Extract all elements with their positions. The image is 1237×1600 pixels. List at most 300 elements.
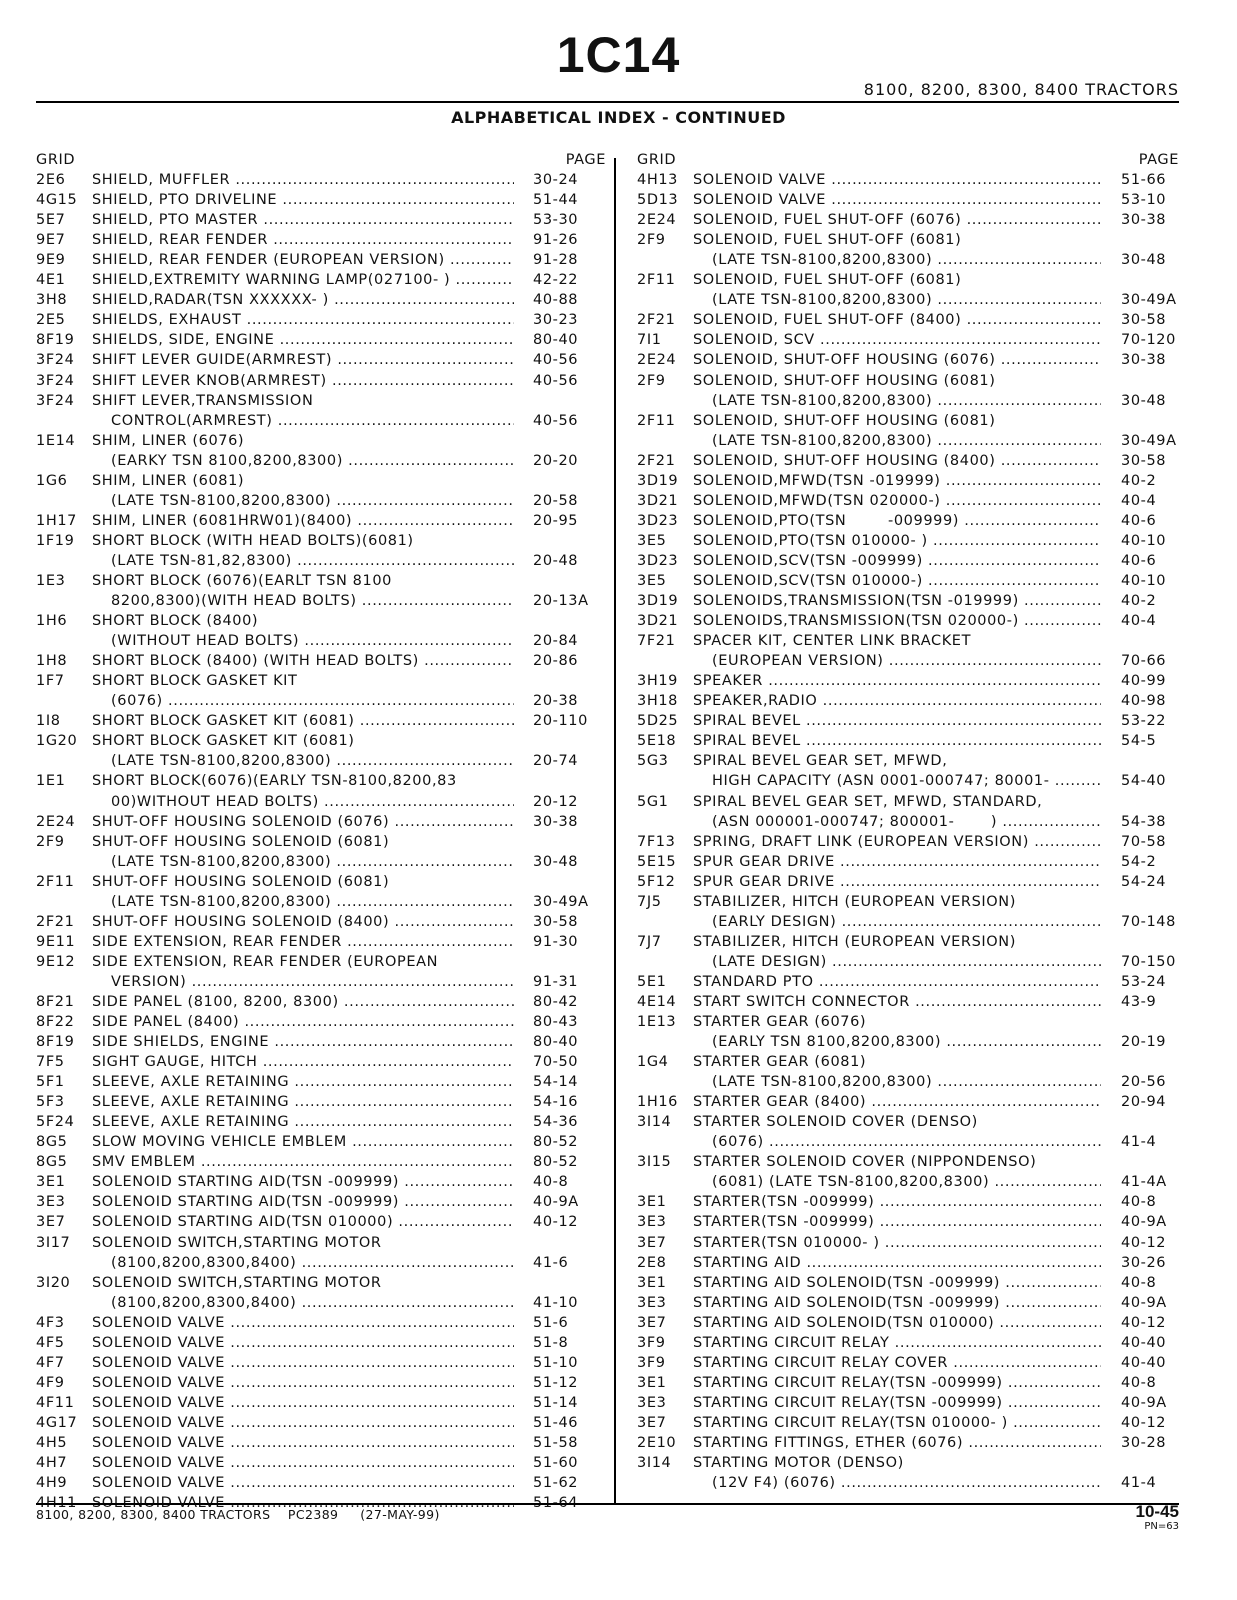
entry-description: SOLENOID,PTO(TSN -009999) ..... xyxy=(693,511,1101,531)
grid-ref: 5E1 xyxy=(637,973,667,990)
grid-ref: 7I1 xyxy=(637,332,662,349)
grid-ref: 3H18 xyxy=(637,693,678,710)
page-header: PAGE xyxy=(565,152,606,168)
index-entry xyxy=(637,511,1179,531)
index-entry xyxy=(36,651,606,671)
page-ref: 54-16 xyxy=(533,1094,579,1111)
index-entry xyxy=(36,491,606,511)
page-ref: 70-66 xyxy=(1121,653,1167,670)
index-entry xyxy=(36,731,606,751)
index-entry xyxy=(36,551,606,571)
entry-description: SOLENOID SWITCH,STARTING MOTOR xyxy=(92,1234,382,1251)
entry-description: SOLENOID,SCV(TSN 010000-) ..... xyxy=(693,571,1101,591)
grid-ref: 3D21 xyxy=(637,492,679,509)
entry-description: SIGHT GAUGE, HITCH ..... xyxy=(92,1052,514,1072)
entry-description: SOLENOID VALVE ..... xyxy=(92,1313,514,1333)
index-entry xyxy=(36,751,606,771)
index-entry xyxy=(36,1333,606,1353)
index-entry xyxy=(637,932,1179,952)
page-ref: 40-10 xyxy=(1121,572,1167,589)
entry-description: SLOW MOVING VEHICLE EMBLEM ..... xyxy=(92,1132,514,1152)
page-ref: 53-22 xyxy=(1121,713,1167,730)
entry-description: SOLENOID VALVE ..... xyxy=(92,1473,514,1493)
tractor-models-header: 8100, 8200, 8300, 8400 TRACTORS xyxy=(863,80,1179,99)
entry-description: SOLENOID,MFWD(TSN 020000-) ..... xyxy=(693,491,1101,511)
entry-description: (8100,8200,8300,8400) ..... xyxy=(111,1253,514,1273)
entry-description: (LATE TSN-8100,8200,8300) ..... xyxy=(712,1072,1101,1092)
page-ref: 40-12 xyxy=(1121,1314,1167,1331)
grid-ref: 8F19 xyxy=(36,332,75,349)
entry-description: SHIELD, MUFFLER ..... xyxy=(92,170,514,190)
page-ref: 40-2 xyxy=(1121,472,1157,489)
index-entry xyxy=(637,792,1179,812)
page-ref: 70-58 xyxy=(1121,833,1167,850)
entry-description: STARTER SOLENOID COVER (NIPPONDENSO) xyxy=(693,1154,1037,1171)
index-entry xyxy=(36,1453,606,1473)
page-ref: 30-28 xyxy=(1121,1435,1167,1451)
grid-ref: 4H5 xyxy=(36,1435,68,1451)
index-entry xyxy=(36,1293,606,1313)
grid-ref: 4H9 xyxy=(36,1475,68,1492)
grid-ref: 1H6 xyxy=(36,613,68,630)
index-entry xyxy=(36,1393,606,1413)
page-ref: 43-9 xyxy=(1121,993,1157,1010)
index-entry xyxy=(637,571,1179,591)
entry-description: SOLENOID VALVE ..... xyxy=(693,170,1101,190)
index-entry xyxy=(637,711,1179,731)
entry-description: SOLENOID SWITCH,STARTING MOTOR xyxy=(92,1274,382,1291)
entry-description: SPUR GEAR DRIVE ..... xyxy=(693,872,1101,892)
index-entry xyxy=(36,190,606,210)
page-ref: 40-88 xyxy=(533,292,579,309)
entry-description: SOLENOID,MFWD(TSN -019999) ..... xyxy=(693,471,1101,491)
entry-description: SPIRAL BEVEL ..... xyxy=(693,711,1101,731)
index-entry xyxy=(36,1313,606,1333)
entry-description: (6081) (LATE TSN-8100,8200,8300) ..... xyxy=(712,1172,1101,1192)
page-ref: 51-44 xyxy=(533,192,579,209)
grid-ref: 9E9 xyxy=(36,252,66,269)
entry-description: 8200,8300)(WITH HEAD BOLTS) ..... xyxy=(111,591,514,611)
page-ref: 40-9A xyxy=(1121,1294,1167,1311)
entry-description: SIDE SHIELDS, ENGINE ..... xyxy=(92,1032,514,1052)
grid-ref: 2E10 xyxy=(637,1435,677,1451)
index-entry xyxy=(637,771,1179,791)
page-ref: 30-58 xyxy=(533,913,579,930)
index-entry xyxy=(36,1172,606,1192)
entry-description: CONTROL(ARMREST) ..... xyxy=(111,411,514,431)
grid-ref: 7J7 xyxy=(637,933,662,950)
grid-ref: 1I8 xyxy=(36,713,61,730)
page-ref: 54-40 xyxy=(1121,773,1167,790)
grid-ref: 3D19 xyxy=(637,472,679,489)
column-divider xyxy=(614,158,616,1504)
grid-ref: 3D21 xyxy=(637,613,679,630)
grid-ref: 5F12 xyxy=(637,873,676,890)
entry-description: SHIM, LINER (6081) xyxy=(92,472,245,489)
index-entry xyxy=(36,1473,606,1493)
index-entry xyxy=(637,611,1179,631)
page-ref: 30-49A xyxy=(533,893,589,910)
page-ref: 20-19 xyxy=(1121,1034,1167,1051)
entry-description: SOLENOID, SCV ..... xyxy=(693,330,1101,350)
index-entry xyxy=(637,1453,1179,1473)
top-divider xyxy=(36,101,1179,103)
entry-description: SLEEVE, AXLE RETAINING ..... xyxy=(92,1092,514,1112)
index-entry xyxy=(637,1212,1179,1232)
index-entry xyxy=(36,350,606,370)
index-entry xyxy=(637,852,1179,872)
grid-ref: 4E14 xyxy=(637,993,677,1010)
grid-ref: 4F5 xyxy=(36,1334,65,1351)
grid-ref: 3H19 xyxy=(637,673,678,690)
page-ref: 54-2 xyxy=(1121,853,1157,870)
grid-ref: 3F24 xyxy=(36,352,75,369)
page-ref: 80-40 xyxy=(533,332,579,349)
entry-description: STARTING CIRCUIT RELAY(TSN 010000- ) ..... xyxy=(693,1413,1101,1433)
index-entry xyxy=(36,1152,606,1172)
index-entry xyxy=(637,350,1179,370)
entry-description: SHORT BLOCK (8400) (WITH HEAD BOLTS) ..... xyxy=(92,651,514,671)
index-entry xyxy=(637,1233,1179,1253)
entry-description: SHORT BLOCK (6076)(EARLT TSN 8100 xyxy=(92,572,392,589)
page-ref: 30-26 xyxy=(1121,1254,1167,1271)
entry-description: SOLENOIDS,TRANSMISSION(TSN -019999) ..... xyxy=(693,591,1101,611)
entry-description: STARTING CIRCUIT RELAY(TSN -009999) ..... xyxy=(693,1393,1101,1413)
index-entry xyxy=(637,431,1179,451)
page-ref: 20-20 xyxy=(533,452,579,469)
grid-ref: 3I15 xyxy=(637,1154,672,1171)
grid-ref: 3E1 xyxy=(637,1274,667,1291)
index-entry xyxy=(36,270,606,290)
entry-description: START SWITCH CONNECTOR ..... xyxy=(693,992,1101,1012)
page-header: PAGE xyxy=(1138,152,1179,168)
entry-description: SOLENOID, SHUT-OFF HOUSING (6081) xyxy=(693,372,996,389)
entry-description: (LATE TSN-8100,8200,8300) ..... xyxy=(111,751,514,771)
index-entry xyxy=(637,1112,1179,1132)
entry-description: SHORT BLOCK (WITH HEAD BOLTS)(6081) xyxy=(92,532,414,549)
index-entry xyxy=(637,1333,1179,1353)
index-entry xyxy=(637,651,1179,671)
page-ref: 20-13A xyxy=(533,593,589,610)
index-entry xyxy=(36,1413,606,1433)
index-entry xyxy=(36,972,606,992)
entry-description: SHUT-OFF HOUSING SOLENOID (8400) ..... xyxy=(92,912,514,932)
grid-ref: 3I14 xyxy=(637,1114,672,1131)
entry-description: (6076) ..... xyxy=(712,1132,1101,1152)
index-entry xyxy=(637,170,1179,190)
entry-description: SOLENOID, SHUT-OFF HOUSING (6081) xyxy=(693,412,996,429)
index-entry xyxy=(637,1012,1179,1032)
page-ref: 20-48 xyxy=(533,552,579,569)
page-ref: 30-48 xyxy=(533,853,579,870)
grid-ref: 3D23 xyxy=(637,552,679,569)
index-entry xyxy=(36,1433,606,1453)
grid-ref: 4G15 xyxy=(36,192,78,209)
grid-ref: 2F21 xyxy=(36,913,75,930)
entry-description: (EARLY TSN 8100,8200,8300) ..... xyxy=(712,1032,1101,1052)
entry-description: (LATE TSN-8100,8200,8300) ..... xyxy=(712,290,1101,310)
entry-description: SOLENOID VALVE ..... xyxy=(92,1453,514,1473)
page-ref: 40-12 xyxy=(1121,1234,1167,1251)
grid-ref: 4F9 xyxy=(36,1374,65,1391)
grid-ref: 2F11 xyxy=(637,272,676,289)
entry-description: SHUT-OFF HOUSING SOLENOID (6076) ..... xyxy=(92,812,514,832)
page-ref: 40-8 xyxy=(533,1174,569,1191)
index-entry xyxy=(36,451,606,471)
page-ref: 40-40 xyxy=(1121,1354,1167,1371)
page-ref: 20-56 xyxy=(1121,1074,1167,1091)
entry-description: SHORT BLOCK (8400) xyxy=(92,613,259,630)
index-entry xyxy=(36,1353,606,1373)
index-entry xyxy=(637,491,1179,511)
index-entry xyxy=(637,1373,1179,1393)
index-entry xyxy=(637,330,1179,350)
entry-description: SPIRAL BEVEL ..... xyxy=(693,731,1101,751)
entry-description: SOLENOID STARTING AID(TSN -009999) ..... xyxy=(92,1192,514,1212)
page-ref: 70-148 xyxy=(1121,913,1176,930)
page-ref: 20-58 xyxy=(533,492,579,509)
entry-description: (EARKY TSN 8100,8200,8300) ..... xyxy=(111,451,514,471)
page-ref: 91-26 xyxy=(533,232,579,249)
page-ref: 91-31 xyxy=(533,973,579,990)
index-entry xyxy=(637,1433,1179,1453)
index-entry xyxy=(637,210,1179,230)
entry-description: (8100,8200,8300,8400) ..... xyxy=(111,1293,514,1313)
index-entry xyxy=(36,832,606,852)
entry-description: (EUROPEAN VERSION) ..... xyxy=(712,651,1101,671)
index-entry xyxy=(637,1052,1179,1072)
index-entry xyxy=(637,892,1179,912)
grid-ref: 3D23 xyxy=(637,512,679,529)
page-ref: 30-48 xyxy=(1121,252,1167,269)
page-ref: 51-66 xyxy=(1121,172,1167,189)
index-entry xyxy=(36,711,606,731)
index-entry xyxy=(36,671,606,691)
grid-ref: 1E3 xyxy=(36,572,66,589)
index-entry xyxy=(637,230,1179,250)
entry-description: STARTER GEAR (6076) xyxy=(693,1014,867,1031)
entry-description: (12V F4) (6076) ..... xyxy=(712,1473,1101,1493)
grid-ref: 2F11 xyxy=(637,412,676,429)
page-ref: 40-9A xyxy=(1121,1394,1167,1411)
grid-ref: 2E24 xyxy=(637,212,677,229)
page-ref: 41-10 xyxy=(533,1294,579,1311)
page-ref: 30-58 xyxy=(1121,452,1167,469)
index-entry xyxy=(637,812,1179,832)
page-ref: 51-64 xyxy=(533,1495,579,1512)
grid-ref: 8F22 xyxy=(36,1014,75,1031)
entry-description: SHIELDS, EXHAUST ..... xyxy=(92,310,514,330)
page-ref: 20-110 xyxy=(533,713,588,730)
entry-description: SOLENOID, FUEL SHUT-OFF (6081) xyxy=(693,232,962,249)
page-ref: 20-95 xyxy=(533,512,579,529)
page-ref: 40-2 xyxy=(1121,593,1157,610)
entry-description: SHIELD,RADAR(TSN XXXXXX- ) ..... xyxy=(92,290,514,310)
entry-description: SHIM, LINER (6081HRW01)(8400) ..... xyxy=(92,511,514,531)
index-entry xyxy=(36,1212,606,1232)
entry-description: (LATE TSN-8100,8200,8300) ..... xyxy=(712,250,1101,270)
index-entry xyxy=(637,290,1179,310)
entry-description: SPRING, DRAFT LINK (EUROPEAN VERSION) ..... xyxy=(693,832,1101,852)
page-ref: 30-24 xyxy=(533,172,579,189)
page-ref: 20-84 xyxy=(533,633,579,650)
index-entry xyxy=(36,290,606,310)
grid-ref: 8F19 xyxy=(36,1034,75,1051)
index-entry xyxy=(36,1273,606,1293)
index-entry xyxy=(36,631,606,651)
index-entry xyxy=(36,812,606,832)
index-entry xyxy=(36,330,606,350)
page-ref: 40-9A xyxy=(1121,1214,1167,1231)
entry-description: STABILIZER, HITCH (EUROPEAN VERSION) xyxy=(693,933,1016,950)
grid-ref: 1H17 xyxy=(36,512,77,529)
page-ref: 40-40 xyxy=(1121,1334,1167,1351)
entry-description: (ASN 000001-000747; 800001- ) ..... xyxy=(712,812,1101,832)
index-entry xyxy=(637,972,1179,992)
entry-description: (LATE TSN-81,82,8300) ..... xyxy=(111,551,514,571)
index-entry xyxy=(637,270,1179,290)
index-entry xyxy=(637,591,1179,611)
entry-description: SHIELD, PTO MASTER ..... xyxy=(92,210,514,230)
page-ref: 20-86 xyxy=(533,653,579,670)
entry-description: STARTING AID SOLENOID(TSN 010000) ..... xyxy=(693,1313,1101,1333)
index-entry xyxy=(637,832,1179,852)
page-ref: 80-40 xyxy=(533,1034,579,1051)
entry-description: 00)WITHOUT HEAD BOLTS) ..... xyxy=(111,792,514,812)
section-title: ALPHABETICAL INDEX - CONTINUED xyxy=(451,108,786,127)
index-entry xyxy=(36,852,606,872)
page-ref: 54-36 xyxy=(533,1114,579,1131)
index-entry xyxy=(637,872,1179,892)
page-ref: 41-6 xyxy=(533,1254,569,1271)
grid-ref: 5G1 xyxy=(637,793,669,810)
entry-description: SHIFT LEVER KNOB(ARMREST) ..... xyxy=(92,371,514,391)
grid-ref: 2E5 xyxy=(36,312,66,329)
entry-description: SHORT BLOCK(6076)(EARLY TSN-8100,8200,83 xyxy=(92,773,457,790)
index-entry xyxy=(637,1293,1179,1313)
grid-ref: 2E6 xyxy=(36,172,66,189)
index-entry xyxy=(637,1353,1179,1373)
grid-ref: 2E8 xyxy=(637,1254,667,1271)
page-ref: 91-28 xyxy=(533,252,579,269)
grid-ref: 3I17 xyxy=(36,1234,71,1251)
entry-description: (LATE TSN-8100,8200,8300) ..... xyxy=(111,892,514,912)
page-ref: 30-23 xyxy=(533,312,579,329)
grid-ref: 3D19 xyxy=(637,593,679,610)
entry-description: (LATE TSN-8100,8200,8300) ..... xyxy=(712,391,1101,411)
entry-description: (WITHOUT HEAD BOLTS) ..... xyxy=(111,631,514,651)
entry-description: SHIELD, REAR FENDER (EUROPEAN VERSION) ..... xyxy=(92,250,514,270)
page-ref: 51-12 xyxy=(533,1374,579,1391)
entry-description: SOLENOID VALVE ..... xyxy=(92,1393,514,1413)
page-ref: 80-52 xyxy=(533,1154,579,1171)
index-entry xyxy=(637,1192,1179,1212)
page-ref: 40-98 xyxy=(1121,693,1167,710)
index-entry xyxy=(36,1373,606,1393)
entry-description: SOLENOID VALVE ..... xyxy=(92,1333,514,1353)
index-entry xyxy=(637,1092,1179,1112)
grid-ref: 9E7 xyxy=(36,232,66,249)
index-entry xyxy=(36,912,606,932)
grid-ref: 7F21 xyxy=(637,633,676,650)
index-entry xyxy=(36,1032,606,1052)
grid-ref: 4F7 xyxy=(36,1354,65,1371)
bottom-divider xyxy=(36,1503,1179,1505)
index-entry xyxy=(637,1313,1179,1333)
entry-description: SOLENOID STARTING AID(TSN -009999) ..... xyxy=(92,1172,514,1192)
index-entry xyxy=(637,1152,1179,1172)
page-ref: 30-38 xyxy=(1121,352,1167,369)
index-entry xyxy=(36,310,606,330)
index-entry xyxy=(637,190,1179,210)
index-entry xyxy=(637,471,1179,491)
grid-ref: 3E7 xyxy=(637,1234,667,1251)
index-entry xyxy=(36,771,606,791)
grid-ref: 3E3 xyxy=(637,1394,667,1411)
grid-ref: 8G5 xyxy=(36,1134,68,1151)
entry-description: SLEEVE, AXLE RETAINING ..... xyxy=(92,1072,514,1092)
grid-ref: 1H16 xyxy=(637,1094,678,1111)
entry-description: SHIELDS, SIDE, ENGINE ..... xyxy=(92,330,514,350)
entry-description: SHIFT LEVER GUIDE(ARMREST) ..... xyxy=(92,350,514,370)
grid-ref: 5E15 xyxy=(637,853,677,870)
grid-ref: 9E11 xyxy=(36,933,76,950)
footer-info: 8100, 8200, 8300, 8400 TRACTORS PC2389 (27-MAY-99) xyxy=(36,1507,440,1522)
entry-description: SOLENOID,SCV(TSN -009999) ..... xyxy=(693,551,1101,571)
page-ref: 40-99 xyxy=(1121,673,1167,690)
index-column-left xyxy=(36,150,606,1513)
entry-description: SOLENOIDS,TRANSMISSION(TSN 020000-) ..... xyxy=(693,611,1101,631)
grid-ref: 8G5 xyxy=(36,1154,68,1171)
entry-description: SOLENOID VALVE ..... xyxy=(92,1493,514,1513)
index-entry xyxy=(36,1112,606,1132)
index-entry xyxy=(637,992,1179,1012)
page-ref: 40-4 xyxy=(1121,613,1157,630)
index-entry xyxy=(637,1273,1179,1293)
entry-description: (6076) ..... xyxy=(111,691,514,711)
page-ref: 80-42 xyxy=(533,993,579,1010)
entry-description: SOLENOID VALVE ..... xyxy=(693,190,1101,210)
index-entry xyxy=(36,591,606,611)
grid-ref: 3E1 xyxy=(637,1374,667,1391)
grid-ref: 7F13 xyxy=(637,833,676,850)
entry-description: SOLENOID, FUEL SHUT-OFF (6081) xyxy=(693,272,962,289)
grid-ref: 7J5 xyxy=(637,893,662,910)
index-entry xyxy=(637,411,1179,431)
index-entry xyxy=(36,611,606,631)
index-entry xyxy=(637,1132,1179,1152)
grid-ref: 4G17 xyxy=(36,1414,78,1431)
page-ref: 40-6 xyxy=(1121,552,1157,569)
grid-ref: 3E7 xyxy=(36,1214,66,1231)
grid-ref: 5F1 xyxy=(36,1074,65,1091)
page-ref: 30-58 xyxy=(1121,312,1167,329)
grid-ref: 7F5 xyxy=(36,1054,65,1071)
grid-ref: 2F21 xyxy=(637,312,676,329)
grid-ref: 3I14 xyxy=(637,1455,672,1472)
page-ref: 40-56 xyxy=(533,412,579,429)
grid-ref: 2F9 xyxy=(637,232,666,249)
grid-ref: 4F3 xyxy=(36,1314,65,1331)
entry-description: SPIRAL BEVEL GEAR SET, MFWD, STANDARD, xyxy=(693,793,1043,810)
page-ref: 80-43 xyxy=(533,1014,579,1031)
index-entry xyxy=(36,571,606,591)
page-ref: 42-22 xyxy=(533,272,579,289)
index-entry xyxy=(637,691,1179,711)
grid-ref: 1H8 xyxy=(36,653,68,670)
grid-header: GRID xyxy=(36,152,76,168)
entry-description: STARTER(TSN -009999) ..... xyxy=(693,1192,1101,1212)
